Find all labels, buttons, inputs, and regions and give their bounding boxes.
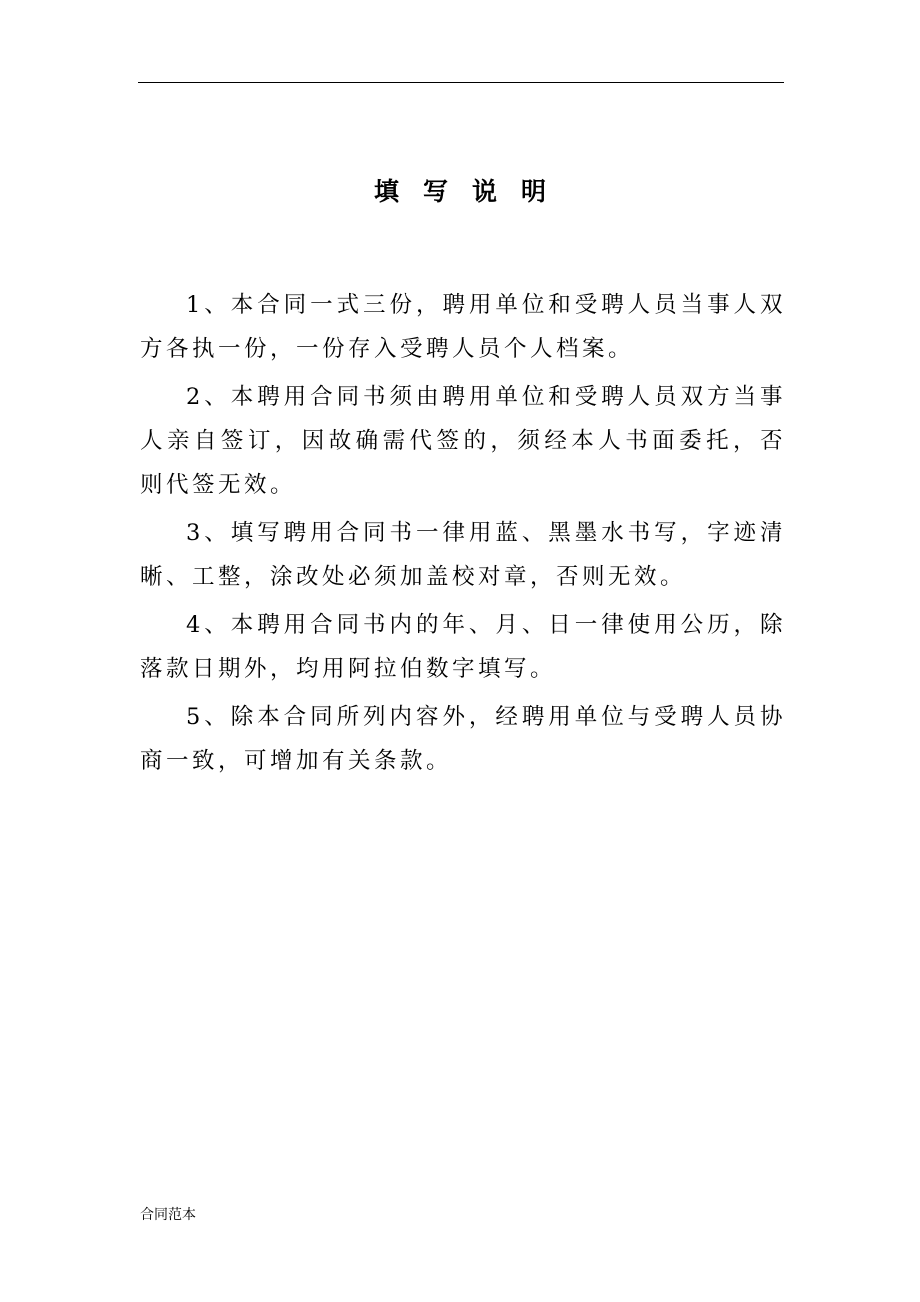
- instruction-item-4: 4、本聘用合同书内的年、月、日一律使用公历，除落款日期外，均用阿拉伯数字填写。: [140, 612, 786, 682]
- instruction-item-5: 5、除本合同所列内容外，经聘用单位与受聘人员协商一致，可增加有关条款。: [140, 704, 786, 774]
- instruction-item-1: 1、本合同一式三份，聘用单位和受聘人员当事人双方各执一份，一份存入受聘人员个人档案。: [140, 292, 786, 362]
- header-rule: [138, 82, 784, 83]
- instruction-list: [140, 283, 786, 787]
- footer-label: 合同范本: [140, 1207, 196, 1223]
- instruction-item-2: 2、本聘用合同书须由聘用单位和受聘人员双方当事人亲自签订，因故确需代签的，须经本人书面委托，否则代签无效。: [140, 384, 786, 498]
- page-title: 填写说明: [373, 177, 570, 206]
- instruction-item-3: 3、填写聘用合同书一律用蓝、黑墨水书写，字迹清晰、工整，涂改处必须加盖校对章，否则无效。: [140, 520, 786, 590]
